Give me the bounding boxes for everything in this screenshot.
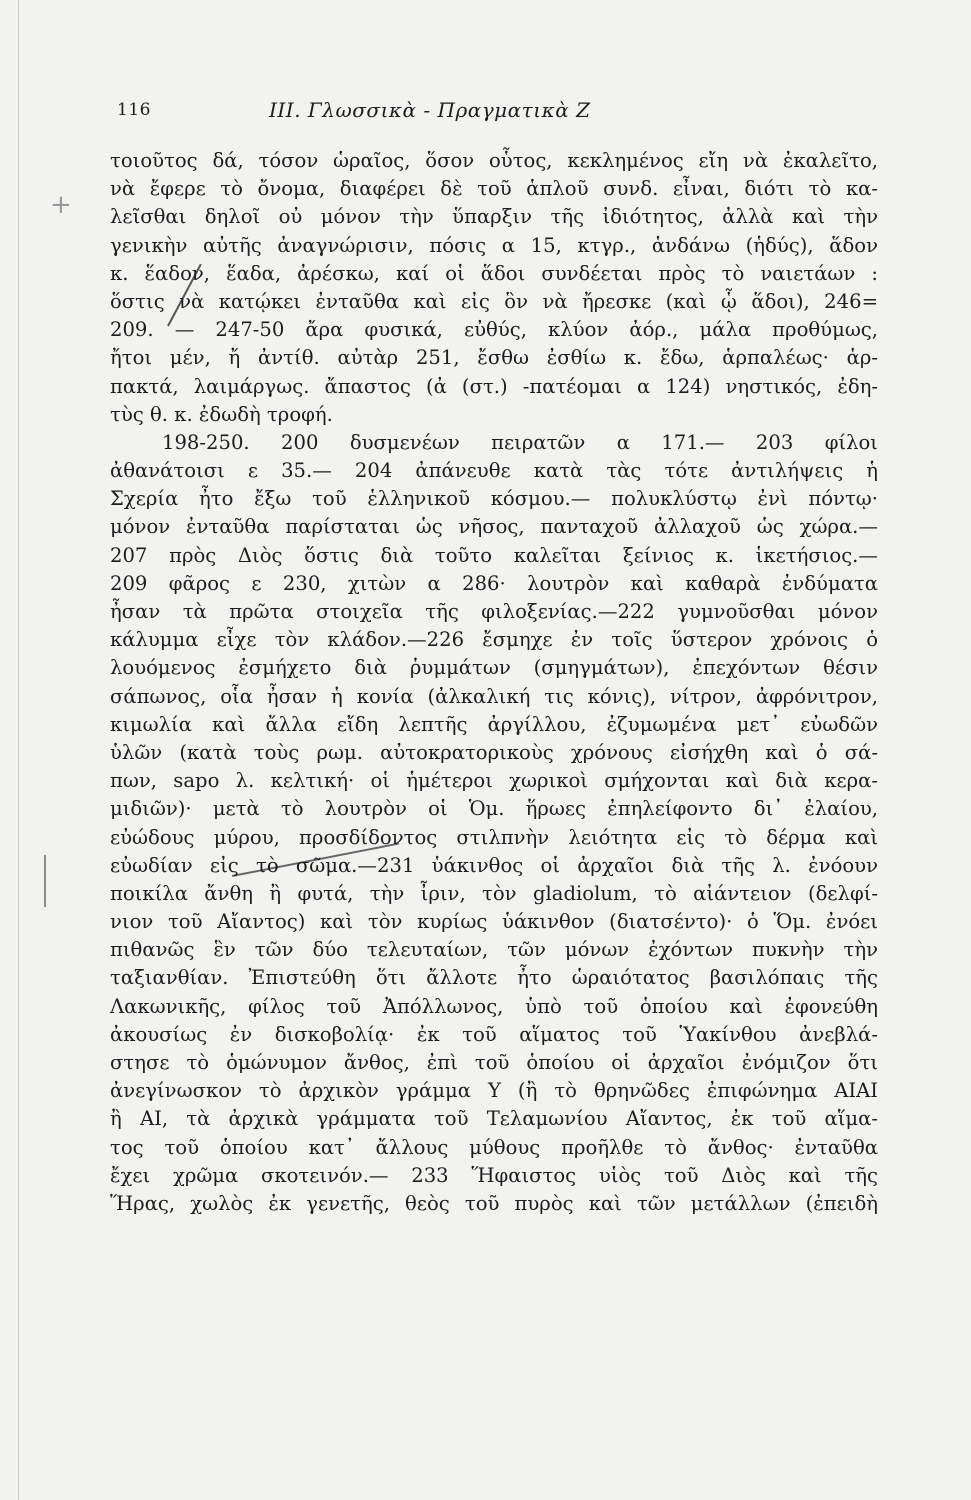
text-line: ἢ ΑΙ, τὰ ἀρχικὰ γράμματα τοῦ Τελαμωνίου Αἴαντος, ἐκ τοῦ αἵμα- xyxy=(110,1107,878,1131)
text-line: τοιοῦτος δά, τόσον ὡραῖος, ὅσον οὗτος, κεκλημένος εἴη νὰ ἐκαλεῖτο, xyxy=(110,149,878,172)
text-line: πιθανῶς ἓν τῶν δύο τελευταίων, τῶν μόνων ἐχόντων πυκνὴν τὴν xyxy=(110,938,878,962)
page-header xyxy=(117,98,876,128)
text-line: πων, sapo λ. κελτική· οἱ ἡμέτεροι χωρικοὶ σμήχονται καὶ διὰ κερα- xyxy=(110,769,878,793)
margin-cross-mark: + xyxy=(50,190,72,220)
text-line: μιδιῶν)· μετὰ τὸ λουτρὸν οἱ Ὁμ. ἥρωες ἐπηλείφοντο δι᾽ ἐλαίου, xyxy=(110,797,878,821)
text-line: λουόμενος ἐσμήχετο διὰ ῥυμμάτων (σμηγμάτων), ἐπεχόντων θέσιν xyxy=(110,656,878,680)
text-line: ἤτοι μέν, ἤ ἀντίθ. αὐτὰρ 251, ἔσθω ἐσθίω κ. ἔδω, ἁρπαλέως· ἁρ- xyxy=(110,346,878,370)
text-line: Λακωνικῆς, φίλος τοῦ Ἀπόλλωνος, ὑπὸ τοῦ ὁποίου καὶ ἐφονεύθη xyxy=(110,994,878,1018)
text-line: 209. — 247-50 ἄρα φυσικά, εὐθύς, κλύον ἀόρ., μάλα προθύμως, xyxy=(110,318,878,342)
text-line: σάπωνος, οἷα ἦσαν ἡ κονία (ἀλκαλική τις κόνις), νίτρον, ἀφρόνιτρον, xyxy=(110,684,878,708)
text-line: ἦσαν τὰ πρῶτα στοιχεῖα τῆς φιλοξενίας.—222 γυμνοῦσθαι μόνον xyxy=(110,600,878,623)
text-line: 209 φᾶρος ε 230, χιτὼν α 286· λουτρὸν καὶ καθαρὰ ἐνδύματα xyxy=(110,571,878,595)
text-line: νὰ ἔφερε τὸ ὄνομα, διαφέρει δὲ τοῦ ἁπλοῦ συνδ. εἶναι, διότι τὸ κα- xyxy=(110,177,878,201)
text-line: 207 πρὸς Διὸς ὅστις διὰ τοῦτο καλεῖται ξείνιος κ. ἱκετήσιος.— xyxy=(110,543,878,567)
text-line: στησε τὸ ὁμώνυμον ἄνθος, ἐπὶ τοῦ ὁποίου οἱ ἀρχαῖοι ἐνόμιζον ὅτι xyxy=(110,1051,878,1074)
text-line: νιον τοῦ Αἴαντος) καὶ τὸν κυρίως ὑάκινθον (διατσέντο)· ὁ Ὅμ. ἐνόει xyxy=(110,910,878,934)
text-line: κ. ἕαδον, ἕαδα, ἀρέσκω, καί οἱ ἅδοι συνδέεται πρὸς τὸ ναιετάων : xyxy=(110,261,878,285)
text-line: Ἥρας, χωλὸς ἐκ γενετῆς, θεὸς τοῦ πυρὸς καὶ τῶν μετάλλων (ἐπειδὴ xyxy=(110,1191,878,1215)
text-line: εὐώδους μύρου, προσδίδοντος στιλπνὴν λειότητα εἰς τὸ δέρμα καὶ xyxy=(110,825,878,849)
margin-bar-mark xyxy=(44,855,46,907)
text-line: ταξιανθίαν. Ἐπιστεύθη ὅτι ἄλλοτε ἦτο ὡραιότατος βασιλόπαις τῆς xyxy=(110,966,878,990)
page-edge xyxy=(18,0,19,1500)
text-line: εὐωδίαν εἰς τὸ σῶμα.—231 ὑάκινθος οἱ ἀρχαῖοι διὰ τῆς λ. ἐνόουν xyxy=(110,853,878,877)
text-line: κιμωλία καὶ ἄλλα εἴδη λεπτῆς ἀργίλλου, ἐζυμωμένα μετ᾽ εὐωδῶν xyxy=(110,712,878,736)
running-head: III. Γλωσσικὰ - Πραγματικὰ Ζ xyxy=(269,98,591,122)
text-line: ἔχει χρῶμα σκοτεινόν.— 233 Ἥφαιστος υἱὸς τοῦ Διὸς καὶ τῆς xyxy=(110,1163,878,1187)
text-line: γενικὴν αὐτῆς ἀναγνώρισιν, πόσις α 15, κτγρ., ἁνδάνω (ἡδύς), ἅδον xyxy=(110,233,878,257)
text-line: λεῖσθαι δηλοῖ οὐ μόνον τὴν ὕπαρξιν τῆς ἰδιότητος, ἀλλὰ καὶ τὴν xyxy=(110,205,878,229)
text-line: ποικίλα ἄνθη ἢ φυτά, τὴν ἶριν, τὸν gladiolum, τὸ αἰάντειον (δελφί- xyxy=(110,881,878,905)
text-line: μόνον ἐνταῦθα παρίσταται ὡς νῆσος, πανταχοῦ ἀλλαχοῦ ὡς χώρα.— xyxy=(110,515,878,539)
text-line: Σχερία ἦτο ἔξω τοῦ ἑλληνικοῦ κόσμου.— πολυκλύστῳ ἐνὶ πόντῳ· xyxy=(110,487,878,511)
text-line: κάλυμμα εἶχε τὸν κλάδον.—226 ἔσμηχε ἐν τοῖς ὕστερον χρόνοις ὁ xyxy=(110,628,878,652)
text-line: ἀκουσίως ἐν δισκοβολίᾳ· ἐκ τοῦ αἵματος τοῦ Ὑακίνθου ἀνεβλά- xyxy=(110,1022,878,1046)
text-line: τὺς θ. κ. ἐδωδὴ τροφή. xyxy=(110,402,333,426)
text-line: ἀθανάτοισι ε 35.— 204 ἀπάνευθε κατὰ τὰς τότε ἀντιλήψεις ἡ xyxy=(110,459,878,483)
text-line: ὑλῶν (κατὰ τοὺς ρωμ. αὐτοκρατορικοὺς χρόνους εἰσήχθη καὶ ὁ σά- xyxy=(110,740,878,764)
commentary-body xyxy=(110,147,878,1218)
text-line: 198-250. 200 δυσμενέων πειρατῶν α 171.— 203 φίλοι xyxy=(162,430,878,454)
text-line: ἀνεγίνωσκον τὸ ἀρχικὸν γράμμα Υ (ἢ τὸ θρηνῶδες ἐπιφώνημα ΑΙΑΙ xyxy=(110,1079,878,1103)
text-line: πακτά, λαιμάργως. ἄπαστος (ἀ (στ.) -πατέομαι α 124) νηστικός, ἐδη- xyxy=(110,374,878,398)
page-number: 116 xyxy=(117,100,151,120)
text-line: ὅστις νὰ κατῴκει ἐνταῦθα καὶ εἰς ὃν νὰ ἤρεσκε (καὶ ᾧ ἅδοι), 246= xyxy=(110,289,878,313)
text-line: τος τοῦ ὁποίου κατ᾽ ἄλλους μύθους προῆλθε τὸ ἄνθος· ἐνταῦθα xyxy=(110,1135,878,1159)
